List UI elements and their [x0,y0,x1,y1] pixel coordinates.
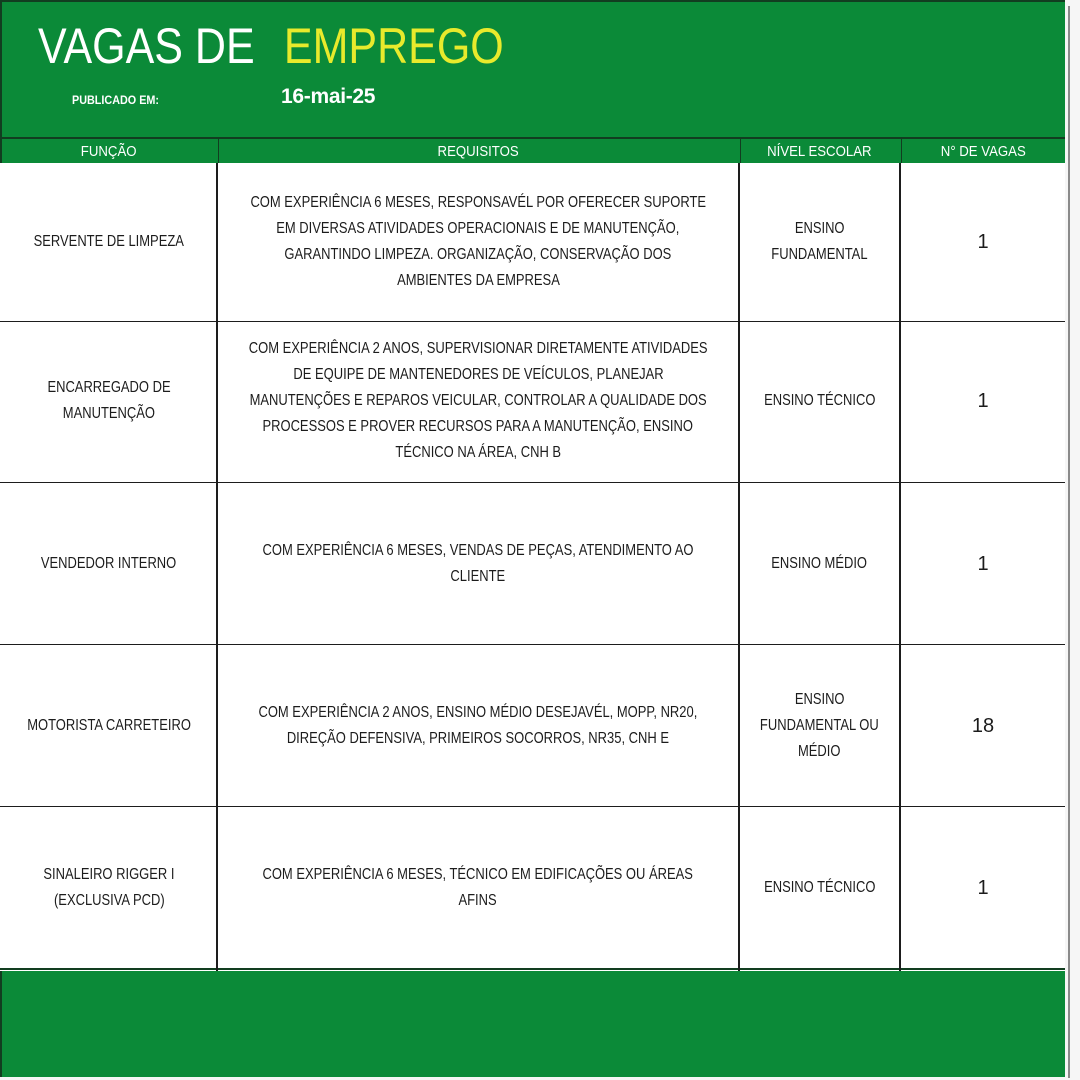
cell-nivel-escolar [740,163,899,321]
table-row [0,320,1067,483]
cell-n-vagas-line: 1 [977,876,989,899]
cell-funcao-line: ENCARREGADO DE [47,379,171,396]
cell-requisitos-line: TÉCNICO NA ÁREA, CNH B [395,444,561,461]
column-header-label: FUNÇÃO [81,143,137,160]
cell-nivel-escolar [740,483,899,644]
cell-nivel-escolar-line: ENSINO TÉCNICO [763,878,876,896]
cell-requisitos-line: AFINS [458,891,498,909]
cell-nivel-escolar [740,645,899,806]
title-part-white: VAGAS DE [38,18,255,74]
table-row [0,807,1067,970]
table-row [0,483,1067,645]
cell-funcao-line: (EXCLUSIVA PCD) [53,891,165,909]
cell-requisitos [218,163,738,321]
cell-requisitos-line: COM EXPERIÊNCIA 6 MESES, TÉCNICO EM EDIFICAÇÕES OU ÁREAS [262,865,694,883]
cell-n-vagas-line: 18 [971,714,995,737]
cell-n-vagas [901,807,1065,968]
cell-funcao-line: SERVENTE DE LIMPEZA [33,233,185,250]
column-header-label: NÍVEL ESCOLAR [767,143,872,160]
cell-n-vagas [901,645,1065,806]
cell-n-vagas-line: 1 [977,390,989,412]
published-label: PUBLICADO EM: [72,93,160,107]
cell-nivel-escolar [740,320,899,482]
cell-funcao-line: VENDEDOR INTERNO [41,554,177,572]
cell-requisitos-line: EM DIVERSAS ATIVIDADES OPERACIONAIS E DE MANUTENÇÃO, [276,220,680,237]
cell-nivel-escolar-line: FUNDAMENTAL [771,246,868,263]
cell-funcao [2,645,216,806]
cell-requisitos-line: MANUTENÇÕES E REPAROS VEICULAR, CONTROLAR A QUALIDADE DOS [249,392,707,409]
cell-requisitos-line: CLIENTE [450,567,506,585]
table-body [0,163,1067,971]
cell-requisitos-line: PROCESSOS E PROVER RECURSOS PARA A MANUTENÇÃO, ENSINO [262,418,694,435]
cell-nivel-escolar [740,807,899,968]
cell-requisitos [218,645,738,806]
table-header [0,137,1067,165]
cell-funcao-line: MOTORISTA CARRETEIRO [27,716,191,734]
cell-nivel-escolar-line: ENSINO TÉCNICO [763,392,876,409]
cell-funcao [2,807,216,968]
cell-nivel-escolar-line: FUNDAMENTAL OU [760,716,879,734]
cell-n-vagas-line: 1 [977,231,989,253]
cell-requisitos-line: GARANTINDO LIMPEZA. ORGANIZAÇÃO, CONSERVAÇÃO DOS [284,246,672,263]
column-header-label: N° DE VAGAS [940,143,1026,160]
cell-funcao [2,483,216,644]
cell-funcao [2,163,216,321]
table-row [0,645,1067,807]
cell-requisitos [218,320,738,482]
cell-nivel-escolar-line: ENSINO [794,220,845,237]
page-title [38,16,504,76]
cell-nivel-escolar-line: ENSINO MÉDIO [771,554,868,572]
cell-n-vagas [901,320,1065,482]
column-header-n-vagas [901,139,1065,163]
cell-requisitos [218,483,738,644]
column-divider [738,163,740,971]
cell-requisitos-line: DE EQUIPE DE MANTENEDORES DE VEÍCULOS, PLANEJAR [292,366,664,383]
column-divider [216,163,218,971]
cell-requisitos-line: COM EXPERIÊNCIA 2 ANOS, SUPERVISIONAR DIRETAMENTE ATIVIDADES [248,340,708,357]
column-divider [899,163,901,971]
scrollbar-track[interactable] [1065,0,1080,1080]
scrollbar-edge [1068,6,1070,1078]
cell-nivel-escolar-line: MÉDIO [798,742,841,760]
title-part-yellow: EMPREGO [283,18,504,74]
column-header-requisitos [218,139,738,163]
cell-funcao-line: MANUTENÇÃO [62,405,156,422]
cell-funcao [2,320,216,482]
published-date: 16-mai-25 [281,85,376,108]
cell-requisitos-line: AMBIENTES DA EMPRESA [396,272,560,289]
cell-nivel-escolar-line: ENSINO [794,690,845,708]
cell-requisitos-line: COM EXPERIÊNCIA 6 MESES, VENDAS DE PEÇAS, ATENDIMENTO AO [262,541,694,559]
column-header-funcao [2,139,216,163]
cell-n-vagas-line: 1 [977,552,989,575]
column-header-nivel-escolar [740,139,899,163]
cell-n-vagas [901,163,1065,321]
cell-funcao-line: SINALEIRO RIGGER I [43,865,175,883]
cell-n-vagas [901,483,1065,644]
cell-requisitos-line: COM EXPERIÊNCIA 6 MESES, RESPONSAVÉL POR OFERECER SUPORTE [250,194,706,211]
table-row [0,163,1067,322]
footer-band [2,970,1065,1075]
cell-requisitos-line: COM EXPERIÊNCIA 2 ANOS, ENSINO MÉDIO DESEJAVÉL, MOPP, NR20, [258,703,698,721]
column-header-label: REQUISITOS [437,143,519,160]
cell-requisitos-line: DIREÇÃO DEFENSIVA, PRIMEIROS SOCORROS, NR35, CNH E [286,729,670,747]
cell-requisitos [218,807,738,968]
